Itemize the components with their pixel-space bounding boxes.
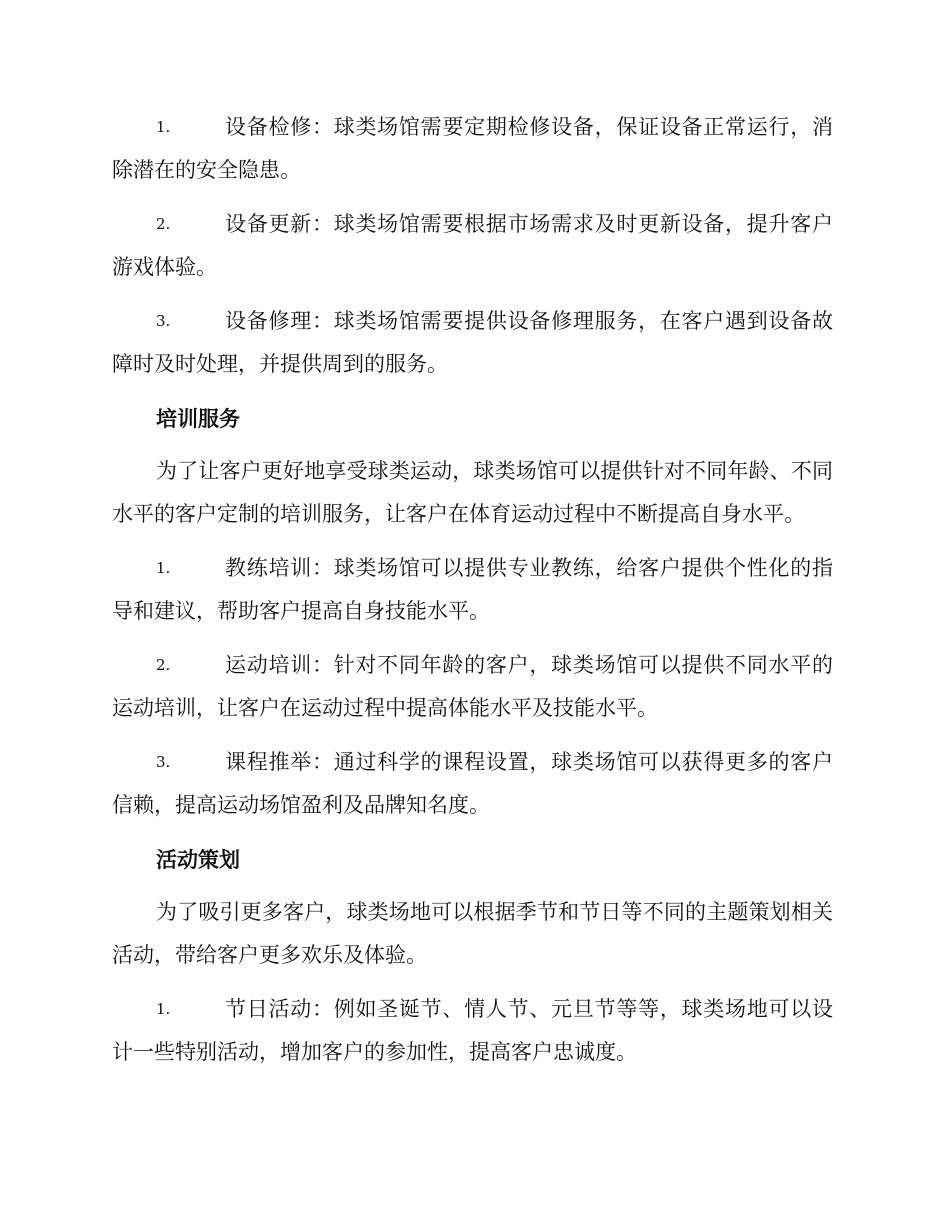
list-number: 3. <box>156 753 171 771</box>
list-item-text: 课程推举：通过科学的课程设置，球类场馆可以获得更多的客户信赖，提高运动场馆盈利及品牌知名度。 <box>112 750 833 817</box>
list-item-text: 设备更新：球类场馆需要根据市场需求及时更新设备，提升客户游戏体验。 <box>112 212 833 279</box>
list-number: 1. <box>156 1000 171 1018</box>
list-number: 2. <box>156 215 171 233</box>
list-number: 2. <box>156 656 171 674</box>
list-item-text: 节日活动：例如圣诞节、情人节、元旦节等等，球类场地可以设计一些特别活动，增加客户的参加性，提高客户忠诚度。 <box>112 997 833 1064</box>
training-intro-paragraph: 为了让客户更好地享受球类运动，球类场馆可以提供针对不同年龄、不同水平的客户定制的培训服务，让客户在体育运动过程中不断提高自身水平。 <box>112 459 833 526</box>
list-item <box>112 988 833 1074</box>
list-item-text: 运动培训：针对不同年龄的客户，球类场馆可以提供不同水平的运动培训，让客户在运动过程中提高体能水平及技能水平。 <box>112 653 833 720</box>
list-item-text: 教练培训：球类场馆可以提供专业教练，给客户提供个性化的指导和建议，帮助客户提高自身技能水平。 <box>112 556 833 623</box>
list-item <box>112 644 833 730</box>
events-intro-paragraph: 为了吸引更多客户，球类场地可以根据季节和节日等不同的主题策划相关活动，带给客户更多欢乐及体验。 <box>112 900 833 967</box>
list-item <box>112 203 833 289</box>
section-heading-training: 培训服务 <box>156 406 240 431</box>
list-item-text: 设备修理：球类场馆需要提供设备修理服务，在客户遇到设备故障时及时处理，并提供周到的服务。 <box>112 309 833 376</box>
list-number: 1. <box>156 559 171 577</box>
list-item <box>112 106 833 192</box>
list-number: 3. <box>156 312 171 330</box>
section-heading-events: 活动策划 <box>156 847 240 872</box>
list-item-text: 设备检修：球类场馆需要定期检修设备，保证设备正常运行，消除潜在的安全隐患。 <box>112 115 833 182</box>
list-number: 1. <box>156 118 171 136</box>
list-item <box>112 300 833 386</box>
list-item <box>112 547 833 633</box>
list-item <box>112 741 833 827</box>
